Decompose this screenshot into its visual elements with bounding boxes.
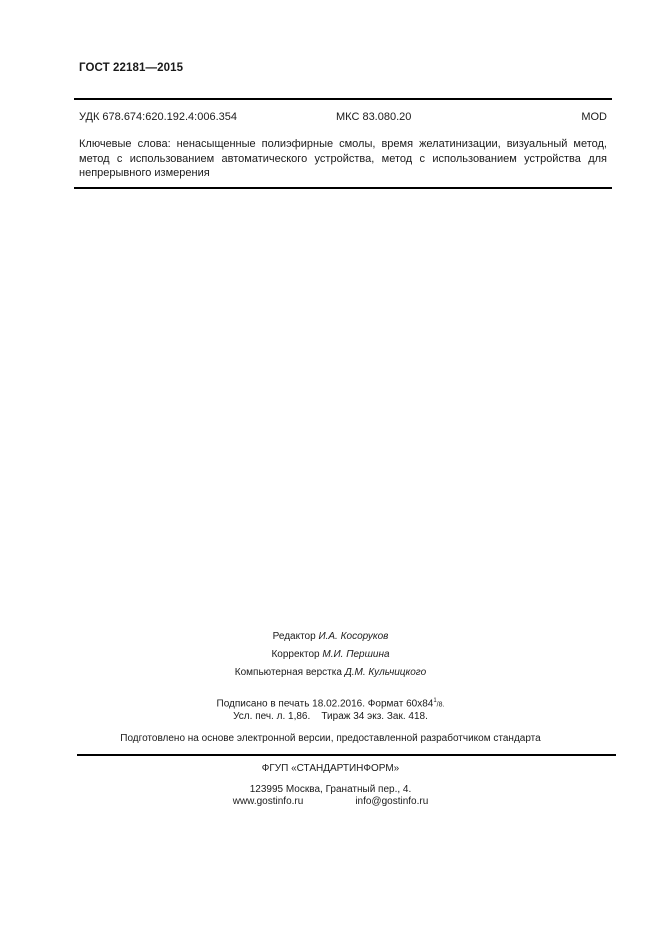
publisher-block [0,763,661,808]
layout-line [0,664,661,682]
udk-code: УДК 678.674:620.192.4:006.354 [79,111,237,123]
layout-label: Компьютерная верстка [234,667,342,678]
publisher-address: 123995 Москва, Гранатный пер., 4. [249,784,412,795]
bottom-divider [77,754,616,756]
sheets-run-line [0,711,661,723]
layout-name: Д.М. Кульчицкого [344,667,427,678]
editor-name: И.А. Косоруков [318,631,389,642]
editor-label: Редактор [272,631,316,642]
mod-label: MOD [581,111,607,123]
keywords-divider [74,187,612,189]
keywords-paragraph: Ключевые слова: ненасыщенные полиэфирные смолы, время желатинизации, визуальный метод, метод с использованием автоматического устройства, метод с использованием устройства для непрерывного измерения [79,138,607,179]
signed-text: Подписано в печать 18.02.2016. Формат 60х84 [216,698,434,710]
document-code: ГОСТ 22181—2015 [79,62,184,74]
signed-line [0,695,661,711]
format-superscript: 1 [433,698,437,704]
publisher-links [0,796,661,808]
print-info-block [0,695,661,723]
corrector-line [0,646,661,664]
editor-line [0,628,661,646]
corrector-name: М.И. Першина [322,649,390,660]
classification-row [79,111,607,127]
publisher-name: ФГУП «СТАНДАРТИНФОРМ» [261,763,400,774]
credits-block [0,628,661,682]
mks-code: МКС 83.080.20 [336,111,412,123]
format-subscript: /8. [436,701,445,709]
run-text: Тираж 34 экз. Зак. 418. [321,711,428,723]
top-divider [74,98,612,100]
corrector-label: Корректор [271,649,320,660]
email-link[interactable]: info@gostinfo.ru [355,796,429,807]
prepared-note: Подготовлено на основе электронной версии, предоставленной разработчиком стандарта [120,733,541,744]
website-link[interactable]: www.gostinfo.ru [232,796,304,807]
sheets-text: Усл. печ. л. 1,86. [233,711,311,723]
